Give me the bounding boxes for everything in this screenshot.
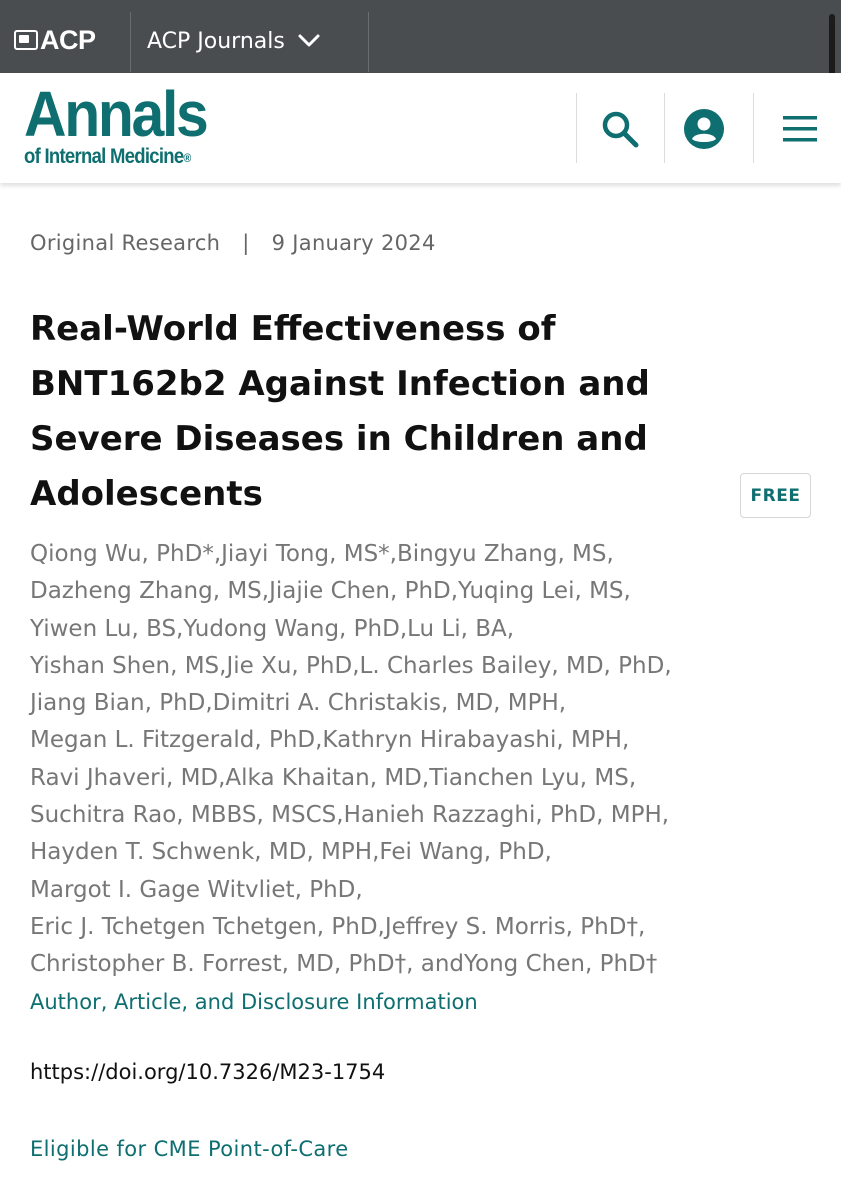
topbar-divider (368, 12, 369, 72)
acp-journals-dropdown[interactable] (147, 24, 321, 58)
author-line[interactable]: Suchitra Rao, MBBS, MSCS,Hanieh Razzaghi, PhD, MPH, (30, 802, 670, 829)
article-type: Original Research (30, 231, 221, 255)
chevron-down-icon (297, 29, 321, 54)
acp-top-bar (0, 0, 841, 73)
author-line[interactable]: Christopher B. Forrest, MD, PhD†, andYong Chen, PhD† (30, 951, 658, 978)
author-line[interactable]: Margot I. Gage Witvliet, PhD, (30, 876, 363, 903)
article-meta (30, 231, 436, 255)
free-badge: FREE (740, 473, 811, 518)
header-divider (664, 93, 665, 163)
header-divider (753, 93, 754, 163)
cme-link[interactable]: Eligible for CME Point-of-Care (30, 1137, 349, 1161)
author-article-disclosure-link[interactable]: Author, Article, and Disclosure Information (30, 990, 478, 1014)
article-title-line: Adolescents (30, 474, 263, 514)
author-line[interactable]: Ravi Jhaveri, MD,Alka Khaitan, MD,Tianchen Lyu, MS, (30, 764, 637, 791)
journal-header (0, 73, 841, 183)
acp-logo-text: ACP (40, 24, 96, 55)
annals-logo-subtitle: of Internal Medicine® (24, 145, 191, 168)
acp-journals-label: ACP Journals (147, 28, 285, 54)
author-list (30, 536, 820, 984)
author-line[interactable]: Dazheng Zhang, MS,Jiajie Chen, PhD,Yuqing Lei, MS, (30, 578, 631, 605)
topbar-divider (130, 12, 131, 72)
annals-logo[interactable] (24, 78, 222, 169)
meta-separator: | (242, 231, 250, 255)
author-line[interactable]: Hayden T. Schwenk, MD, MPH,Fei Wang, PhD, (30, 839, 552, 866)
author-line[interactable]: Eric J. Tchetgen Tchetgen, PhD,Jeffrey S. Morris, PhD†, (30, 913, 646, 940)
article-title-line: Real-World Effectiveness of (30, 309, 556, 349)
author-line[interactable]: Megan L. Fitzgerald, PhD,Kathryn Hirabayashi, MPH, (30, 727, 630, 754)
author-line[interactable]: Jiang Bian, PhD,Dimitri A. Christakis, MD, MPH, (30, 690, 567, 717)
author-line[interactable]: Yiwen Lu, BS,Yudong Wang, PhD,Lu Li, BA, (30, 615, 515, 642)
acp-logo[interactable] (14, 24, 96, 56)
acp-logo-icon (14, 30, 38, 50)
article-title-line: Severe Diseases in Children and (30, 419, 648, 459)
article-date: 9 January 2024 (271, 231, 436, 255)
annals-logo-title: Annals (24, 78, 207, 150)
doi-link[interactable]: https://doi.org/10.7326/M23-1754 (30, 1060, 386, 1084)
search-icon[interactable] (598, 107, 642, 151)
author-line[interactable]: Qiong Wu, PhD*,Jiayi Tong, MS*,Bingyu Zhang, MS, (30, 541, 614, 567)
article-title (30, 302, 730, 522)
author-line[interactable]: Yishan Shen, MS,Jie Xu, PhD,L. Charles Bailey, MD, PhD, (30, 652, 672, 679)
account-icon[interactable] (682, 107, 726, 151)
menu-icon[interactable] (778, 107, 822, 151)
article-title-line: BNT162b2 Against Infection and (30, 364, 650, 404)
header-divider (576, 93, 577, 163)
